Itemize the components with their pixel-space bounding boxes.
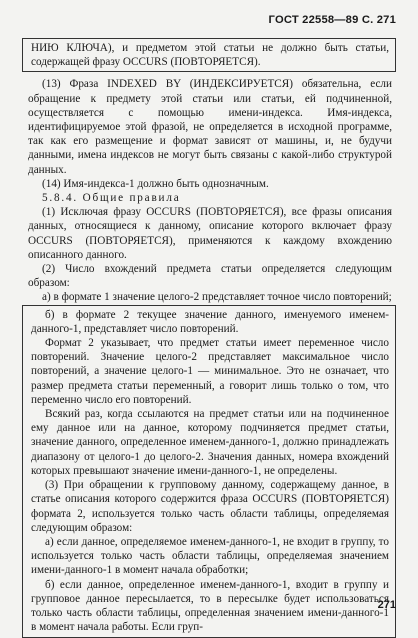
paragraph: Формат 2 указывает, что предмет статьи имеет переменное число повторений. Значение целого-2 представляет максимальное число повторений, а значение целого-1 — минимальное. Это не означает, что размер предмета статьи переменный, а говорит лишь только о том, что переменно число его повторений. [31, 337, 389, 406]
paragraph: (3) При обращении к групповому данному, содержащему данное, в статье описания которого содержится фраза OCCURS (ПОВТОРЯЕТСЯ) формата 2, используется только часть области таблицы, определяемая следующим образом: [31, 479, 389, 534]
paragraph: (2) Число вхождений предмета статьи определяется следующим образом: [28, 263, 392, 290]
framed-block [22, 305, 396, 407]
framed-block [22, 478, 396, 638]
paragraph: (14) Имя-индекса-1 должно быть однозначным. [42, 177, 269, 190]
running-head: ГОСТ 22558—89 С. 271 [268, 14, 396, 26]
paragraph: б) если данное, определенное именем-данного-1, входит в группу и групповое данное пересылается, то в пересылке будет использоваться только часть области таблицы, определенная значением имени-данного-1 в момент начала работы. Если груп- [31, 578, 389, 634]
paragraph: (13) Фраза INDEXED BY (ИНДЕКСИРУЕТСЯ) обязательна, если обращение к предмету этой статьи или статьи, ей подчиненной, осуществляется с помощью имени-индекса. Имя-индекса, идентифицируемое этой фразой, не определяется в исходной программе, так как его размещение и формат зависят от машины, и, не будучи данными, имена индексов не могут быть связаны с какой-либо структурой данных. [28, 78, 392, 176]
paragraph: НИЮ КЛЮЧА), и предметом этой статьи не должно быть статьи, содержащей фразу OCCURS (ПОВТОРЯЕТСЯ). [31, 42, 389, 69]
paragraph: б) в формате 2 текущее значение данного, именуемого именем-данного-1, представляет число повторений. [31, 308, 389, 335]
paragraph: Всякий раз, когда ссылаются на предмет статьи или на подчиненное ему данное или на данное, которому подчиняется предмет статьи, значение данного, определенное именем-данного-1, должно принадлежать диапазону от целого-1 до целого-2. Значения данных, номера вхождений которых превышают значение имени-данного-1, не определены. [31, 408, 389, 477]
paragraph: а) в формате 1 значение целого-2 представляет точное число повторений; [42, 291, 392, 304]
framed-block [22, 38, 396, 72]
text-block [22, 77, 396, 304]
page-content [22, 38, 396, 638]
paragraph: (1) Исключая фразу OCCURS (ПОВТОРЯЕТСЯ), все фразы описания данных, относящиеся к данному, описание которого включает фразу OCCURS (ПОВТОРЯЕТСЯ), применяются к каждому вхождению описанного данного. [28, 206, 392, 261]
paragraph: а) если данное, определяемое именем-данного-1, не входит в группу, то используется только часть области таблицы, определяемая значением имени-данного-1 в момент начала обработки; [31, 535, 389, 577]
page-number: 271 [377, 599, 396, 611]
section-heading: 5.8.4. Общие правила [42, 192, 181, 205]
framed-block [22, 407, 396, 478]
